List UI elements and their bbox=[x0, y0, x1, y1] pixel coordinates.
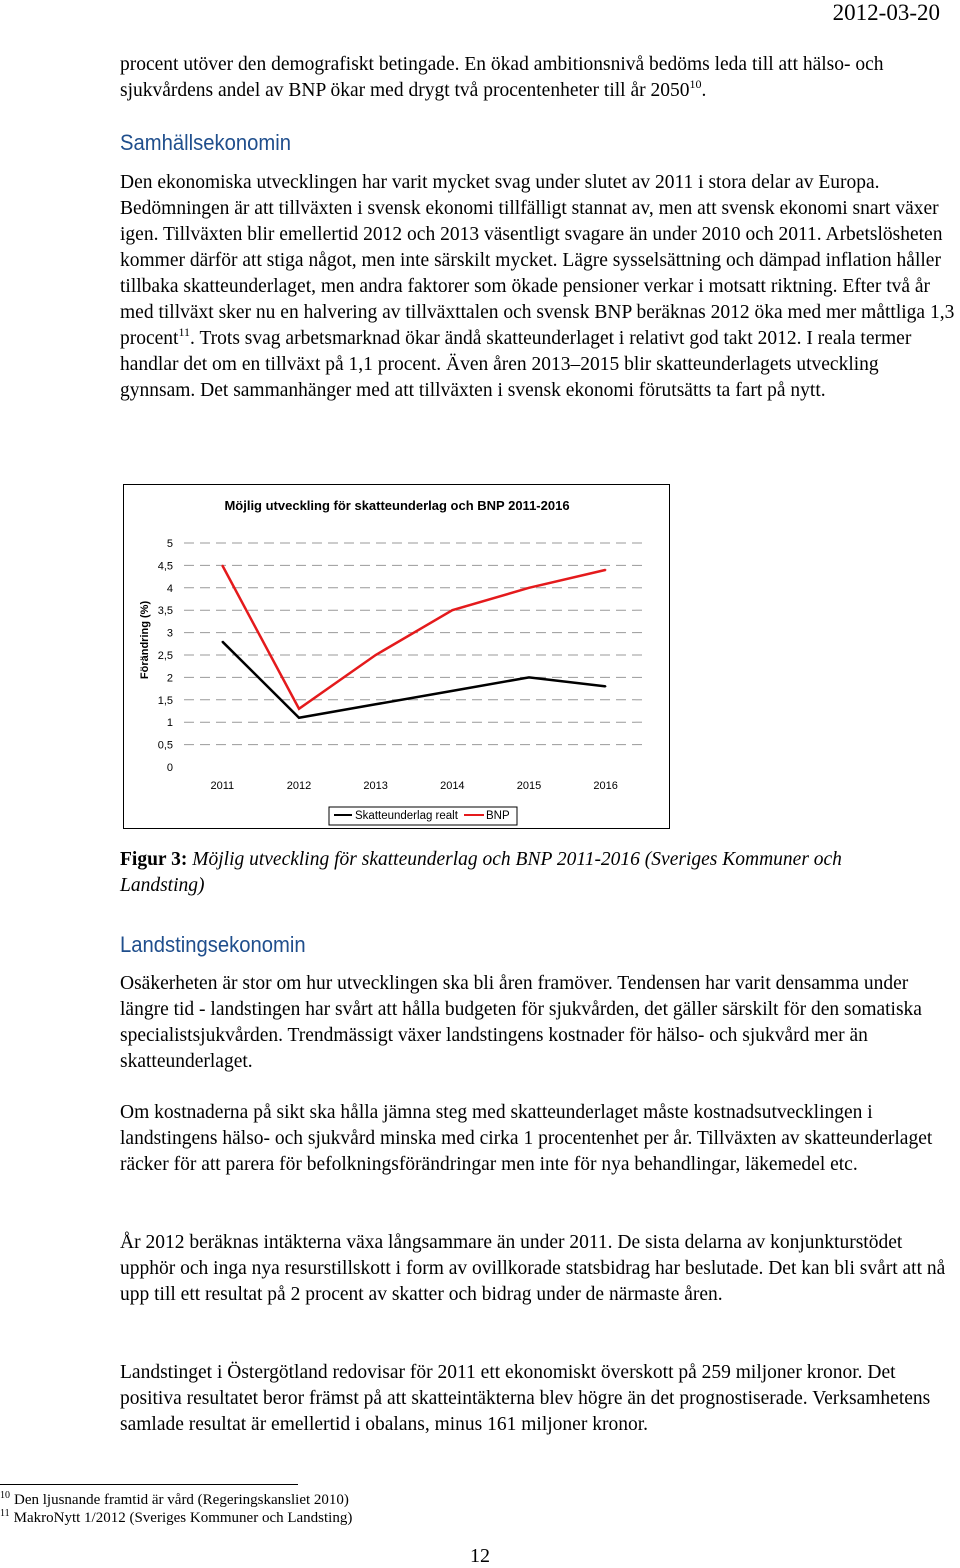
intro-text-end: . bbox=[701, 80, 707, 101]
figure-caption bbox=[120, 847, 920, 899]
data-point bbox=[605, 569, 607, 571]
footnote-number: 10 bbox=[0, 1490, 10, 1501]
section-heading-samhallsekonomin: Samhällsekonomin bbox=[120, 130, 292, 155]
line-chart bbox=[123, 484, 670, 829]
x-tick-label: 2012 bbox=[286, 780, 312, 792]
y-tick-label: 3,5 bbox=[157, 605, 173, 618]
x-tick-label: 2011 bbox=[210, 780, 235, 792]
intro-paragraph bbox=[120, 52, 958, 104]
y-tick-label: 1 bbox=[166, 717, 173, 730]
footnote-number: 11 bbox=[0, 1508, 10, 1519]
y-tick-label: 4 bbox=[166, 582, 173, 595]
page-number: 12 bbox=[470, 1545, 490, 1567]
data-point bbox=[298, 708, 300, 710]
footnote-ref-10[interactable]: 10 bbox=[689, 77, 702, 91]
figure-caption-label: Figur 3: bbox=[120, 849, 188, 870]
data-point bbox=[452, 609, 454, 611]
section-heading-landstingsekonomin: Landstingsekonomin bbox=[120, 932, 306, 957]
y-tick-label: 0,5 bbox=[157, 739, 173, 752]
series-line-0 bbox=[222, 642, 605, 718]
landsting-paragraph-2: Om kostnaderna på sikt ska hålla jämna steg med skatteunderlaget måste kostnadsutvecklingen i landstingens hälso- och sjukvård minska med cirka 1 procentenhet per år. Tillväxten av skatteunderlaget räcker för att parera för befolkningsförändringar men inte för nya behandlingar, läkemedel etc. bbox=[120, 1102, 933, 1175]
footnote-text: Den ljusnande framtid är vård (Regeringskansliet 2010) bbox=[14, 1492, 349, 1508]
chart-x-ticks bbox=[211, 780, 618, 792]
landsting-paragraph-3: År 2012 beräknas intäkterna växa långsammare än under 2011. De sista delarna av konjunkturstödet upphör och inga nya resurstillskott i form av ovillkorade statsbidrag har beslutade. Det kan bli svårt att nå upp till ett resultat på 2 procent av skatter och bidrag under de närmaste åren. bbox=[120, 1232, 946, 1305]
series-line-1 bbox=[222, 565, 605, 708]
landsting-paragraph-4: Landstinget i Östergötland redovisar för 2011 ett ekonomiskt överskott på 259 miljoner kronor. Det positiva resultatet beror främst på att skatteintäkterna blev högre än det prognostiserade. Verksamhetens samlade resultat är emellertid i obalans, minus 161 miljoner kronor. bbox=[120, 1362, 931, 1435]
x-tick-label: 2016 bbox=[593, 780, 618, 792]
chart-title: Möjlig utveckling för skatteunderlag och BNP 2011-2016 bbox=[224, 498, 570, 513]
header-date: 2012-03-20 bbox=[832, 0, 940, 25]
chart-legend bbox=[329, 807, 517, 825]
footnote-10 bbox=[0, 1491, 349, 1509]
x-tick-label: 2014 bbox=[440, 780, 465, 792]
y-tick-label: 4,5 bbox=[157, 560, 173, 573]
samhallsekonomin-text-end: . Trots svag arbetsmarknad ökar ändå skatteunderlaget i relativt god takt 2012. I reala termer handlar det om en tillväxt på 1,1 procent. Även åren 2013–2015 blir skatteunderlagets utveckling gynnsam. Det sammanhänger med att tillväxten i svensk ekonomi förutsätts ta fart på nytt. bbox=[120, 328, 912, 401]
chart-y-ticks bbox=[158, 538, 173, 774]
y-tick-label: 2 bbox=[166, 672, 173, 685]
y-tick-label: 5 bbox=[166, 538, 173, 550]
x-tick-label: 2013 bbox=[363, 780, 388, 792]
samhallsekonomin-text: Den ekonomiska utvecklingen har varit mycket svag under slutet av 2011 i stora delar av Europa. Bedömningen är att tillväxten i svensk ekonomi tillfälligt stannat av, men att svensk ekonomi snart växer igen. Tillväxten blir emellertid 2012 och 2013 väsentligt svagare än under 2010 och 2011. Arbetslösheten kommer därför att stiga något, men inte särskilt mycket. Lägre sysselsättning och dämpad inflation håller tillbaka skatteunderlaget, men andra faktorer som ökade pensioner verkar i motsatt riktning. Efter två år med tillväxt sker nu en halvering av tillväxttalen och svensk BNP beräknas 2012 öka med mer måttliga 1,3 procent bbox=[120, 172, 955, 349]
figure-caption-text: Möjlig utveckling för skatteunderlag och BNP 2011-2016 (Sveriges Kommuner och Landsting) bbox=[120, 849, 842, 896]
data-point bbox=[222, 641, 224, 643]
chart-svg bbox=[124, 485, 671, 830]
y-tick-label: 0 bbox=[166, 762, 173, 774]
y-tick-label: 1,5 bbox=[157, 694, 173, 707]
x-tick-label: 2015 bbox=[516, 780, 542, 792]
footnote-text: MakroNytt 1/2012 (Sveriges Kommuner och Landsting) bbox=[13, 1510, 353, 1526]
footnote-11 bbox=[0, 1509, 352, 1527]
footnote-divider bbox=[0, 1484, 298, 1485]
intro-text: procent utöver den demografiskt betingade. En ökad ambitionsnivå bedöms leda till att hälso- och sjukvårdens andel av BNP ökar med drygt två procentenheter till år 2050 bbox=[120, 54, 884, 101]
data-point bbox=[375, 654, 377, 656]
chart-grid bbox=[184, 543, 644, 745]
chart-y-axis-label: Förändring (%) bbox=[139, 600, 151, 680]
legend-label-bnp: BNP bbox=[486, 810, 510, 822]
samhallsekonomin-paragraph bbox=[120, 170, 958, 404]
data-point bbox=[375, 703, 377, 705]
landsting-paragraph-1: Osäkerheten är stor om hur utvecklingen ska bli åren framöver. Tendensen har varit densamma under längre tid - landstingen har svårt att hålla budgeten för sjukvården, det gäller särskilt för den somatiska specialistsjukvården. Trendmässigt växer landstingens kostnader för hälso- och sjukvård mer än skatteunderlaget. bbox=[120, 973, 922, 1072]
data-point bbox=[528, 587, 530, 589]
data-point bbox=[605, 686, 607, 688]
y-tick-label: 3 bbox=[166, 627, 173, 640]
footnote-ref-11[interactable]: 11 bbox=[178, 325, 191, 339]
y-tick-label: 2,5 bbox=[157, 650, 173, 662]
data-point bbox=[222, 565, 224, 567]
data-point bbox=[452, 690, 454, 692]
data-point bbox=[298, 717, 300, 719]
legend-label-skatteunderlag: Skatteunderlag realt bbox=[355, 810, 458, 822]
data-point bbox=[528, 677, 530, 679]
